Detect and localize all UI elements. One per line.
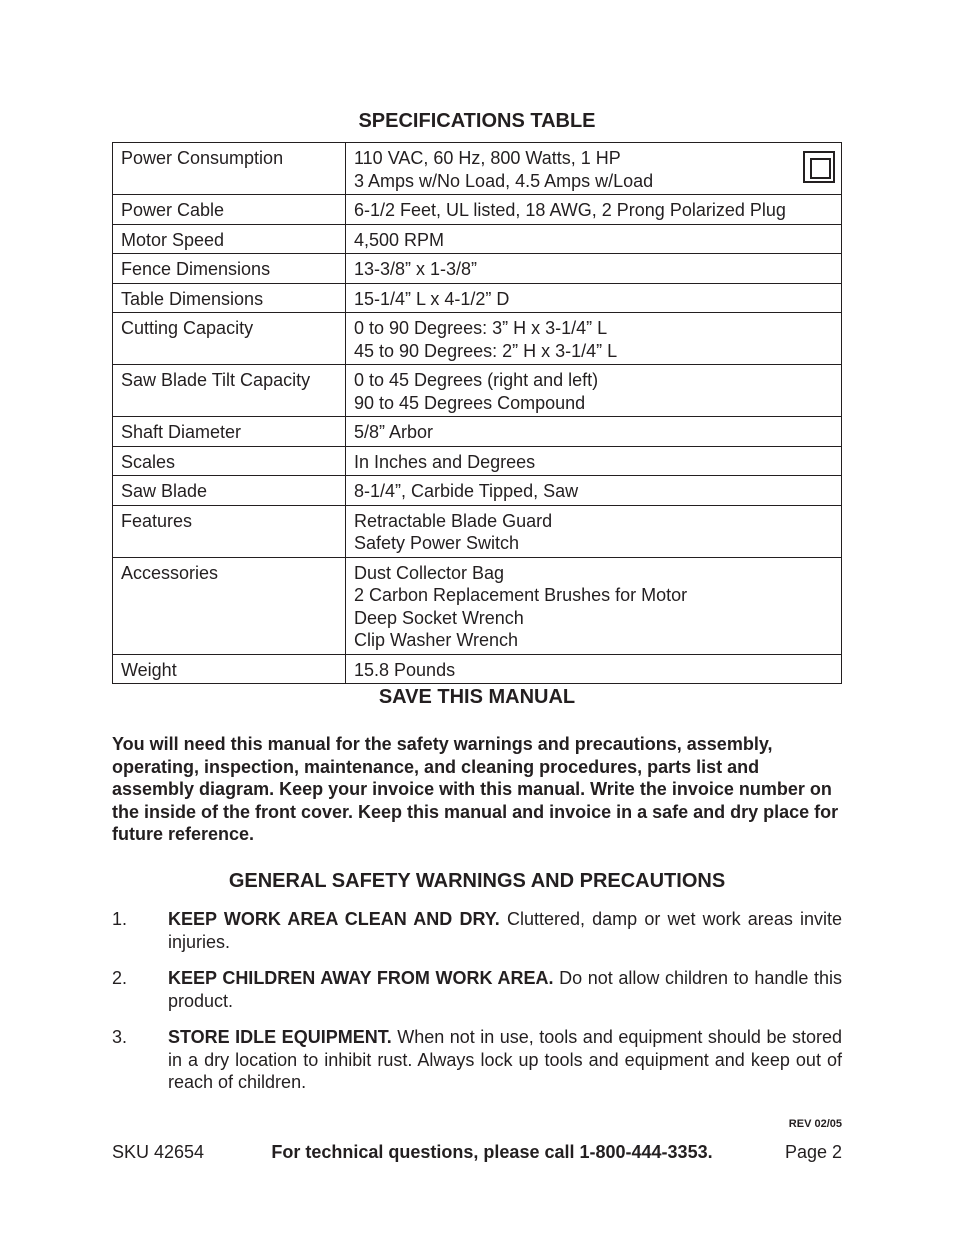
spec-label: Saw Blade [113,476,346,506]
spec-value-line: 90 to 45 Degrees Compound [354,392,586,413]
warning-number: 2. [112,968,128,988]
spec-row [113,195,842,225]
spec-value-line: 0 to 90 Degrees: 3” H x 3-1/4” L [354,318,608,338]
spec-value-line: 110 VAC, 60 Hz, 800 Watts, 1 HP [354,148,621,168]
spec-row [113,313,842,365]
warning-heading: STORE IDLE EQUIPMENT. [168,1027,392,1047]
spec-row [113,505,842,557]
spec-row [113,654,842,684]
spec-value-line: Clip Washer Wrench [354,630,519,650]
spec-row [113,446,842,476]
page-number: Page 2 [784,1142,842,1162]
spec-value-line: 6-1/2 Feet, UL listed, 18 AWG, 2 Prong Polarized Plug [354,200,786,220]
spec-value [346,283,842,313]
spec-label: Motor Speed [113,224,346,254]
warning-number: 1. [112,909,128,929]
spec-value [346,143,842,195]
tech-support-line: For technical questions, please call 1-800-444-3353. [271,1142,713,1162]
warning-heading: KEEP CHILDREN AWAY FROM WORK AREA. [168,968,554,988]
spec-label: Power Cable [113,195,346,225]
spec-value [346,476,842,506]
spec-label: Cutting Capacity [113,313,346,365]
spec-row [113,476,842,506]
specifications-table [112,142,842,684]
spec-label: Accessories [113,557,346,654]
spec-value [346,254,842,284]
spec-label: Power Consumption [113,143,346,195]
warning-text: Cluttered, damp or wet work areas invite injuries. [168,909,843,952]
warning-text: Do not allow children to handle this product. [168,968,842,1011]
spec-label: Table Dimensions [113,283,346,313]
spec-value-line: Safety Power Switch [354,533,520,553]
spec-value-line: In Inches and Degrees [354,451,536,472]
double-insulated-icon [803,151,835,183]
general-safety-title: GENERAL SAFETY WARNINGS AND PRECAUTIONS [228,870,726,892]
revision-label: REV 02/05 [788,1118,842,1130]
spec-value-line: 15-1/4” L x 4-1/2” D [354,288,510,309]
spec-value-line: 5/8” Arbor [354,422,434,442]
spec-label: Shaft Diameter [113,417,346,447]
spec-row [113,254,842,284]
spec-value-line: Retractable Blade Guard [354,510,553,531]
spec-value [346,446,842,476]
spec-value [346,417,842,447]
spec-value [346,313,842,365]
spec-row [113,557,842,654]
warning-item [112,967,842,1012]
specifications-title: SPECIFICATIONS TABLE [358,110,596,132]
spec-row [113,224,842,254]
warning-number: 3. [112,1027,128,1047]
warning-heading: KEEP WORK AREA CLEAN AND DRY. [168,909,500,929]
spec-label: Scales [113,446,346,476]
spec-value [346,224,842,254]
spec-value [346,557,842,654]
spec-value-line: 3 Amps w/No Load, 4.5 Amps w/Load [354,170,654,191]
spec-row [113,417,842,447]
spec-value-line: Dust Collector Bag [354,562,505,583]
save-manual-title: SAVE THIS MANUAL [378,686,576,708]
spec-label: Weight [113,654,346,684]
spec-value-line: 13-3/8” x 1-3/8” [354,259,478,279]
spec-label: Fence Dimensions [113,254,346,284]
spec-value [346,365,842,417]
spec-value-line: 4,500 RPM [354,229,445,250]
spec-value-line: 8-1/4”, Carbide Tipped, Saw [354,481,579,501]
spec-value-line: 0 to 45 Degrees (right and left) [354,370,599,390]
save-manual-text: You will need this manual for the safety warnings and precautions, assembly, operating, inspection, maintenance, and cleaning procedures, parts list and assembly diagram. Keep your invoice with this manual. Write the invoice number on the inside of the front cover. Keep this manual and invoice in a safe and dry place for future reference. [112,734,839,844]
spec-value [346,505,842,557]
sku-label: SKU 42654 [112,1142,205,1162]
spec-value [346,195,842,225]
warning-item [112,908,842,953]
warning-text: When not in use, tools and equipment should be stored in a dry location to inhibit rust. Always lock up tools and equipment and keep out of reach of children. [168,1027,842,1092]
spec-value-line: Deep Socket Wrench [354,607,524,628]
spec-value-line: 45 to 90 Degrees: 2” H x 3-1/4” L [354,340,618,361]
spec-label: Saw Blade Tilt Capacity [113,365,346,417]
spec-value [346,654,842,684]
spec-value-line: 2 Carbon Replacement Brushes for Motor [354,585,688,605]
spec-row [113,143,842,195]
spec-value-line: 15.8 Pounds [354,659,456,680]
spec-label: Features [113,505,346,557]
spec-row [113,365,842,417]
spec-row [113,283,842,313]
warning-item [112,1026,842,1094]
